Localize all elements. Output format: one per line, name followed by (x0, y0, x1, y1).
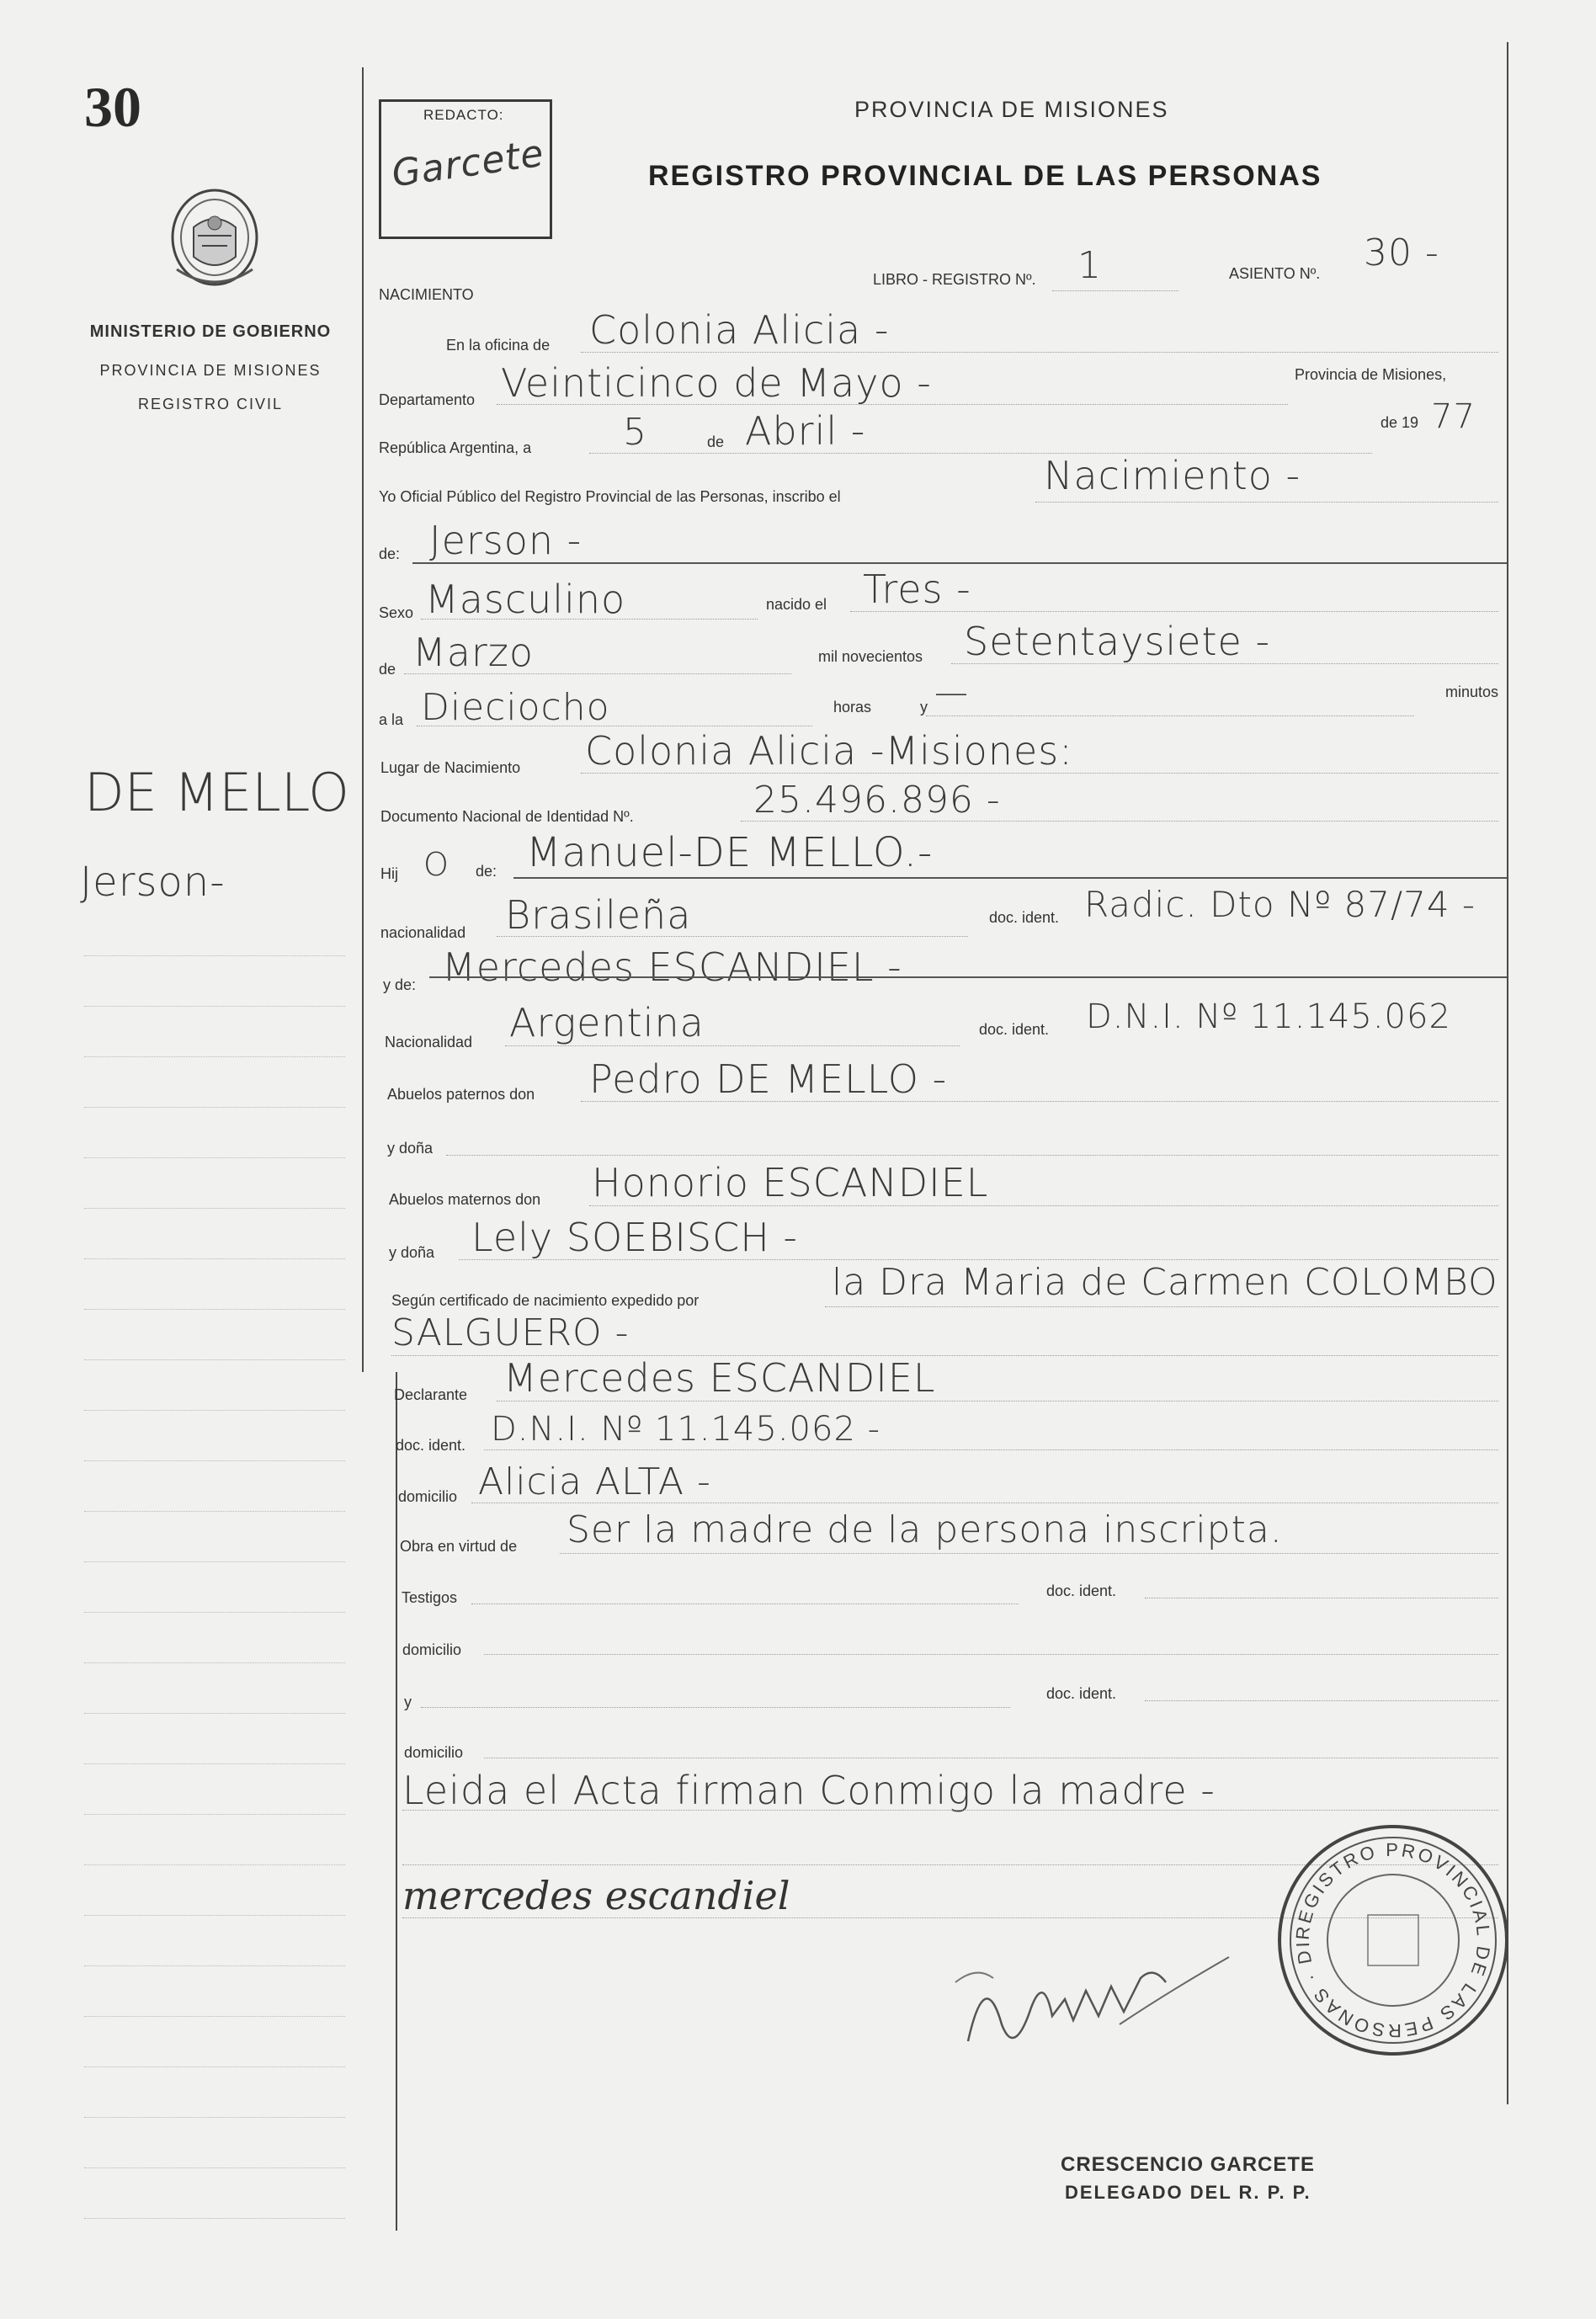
dia-value: 5 (623, 411, 647, 454)
stamp-text: REGISTRO PROVINCIAL DE LAS PERSONAS · DI (1291, 1838, 1495, 2042)
libro-line (1052, 290, 1178, 291)
margin-surname-note: DE MELLO (84, 762, 349, 823)
officer-name: CRESCENCIO GARCETE (1061, 2153, 1316, 2176)
nombre-line (412, 562, 1507, 564)
abuelos-mat-label: Abuelos maternos don (389, 1191, 541, 1208)
testigo2-y-label: y (404, 1694, 412, 1710)
abuela-mat-value: Lely SOEBISCH - (471, 1215, 799, 1260)
documento-value: 25.496.896 - (753, 779, 1001, 822)
padre-de-label: de: (476, 863, 497, 880)
nacido-line (850, 611, 1498, 612)
abuelos-pat-label: Abuelos paternos don (387, 1086, 535, 1103)
testigos-label: Testigos (402, 1589, 458, 1606)
mil-label: mil novecientos (818, 648, 923, 665)
a-la-label: a la (379, 711, 404, 728)
asiento-label: ASIENTO Nº. (1229, 265, 1321, 282)
abuelo-pat-value: Pedro DE MELLO - (589, 1056, 948, 1102)
official-round-stamp (1267, 1814, 1519, 2066)
mes-value: Abril - (745, 408, 866, 454)
padre-line (513, 877, 1507, 879)
doc-declarante-label: doc. ident. (396, 1437, 466, 1454)
inscribo-value: Nacimiento - (1044, 453, 1301, 498)
departamento-line (497, 404, 1288, 405)
margin-name-note: Jerson- (80, 859, 226, 906)
officer-title: DELEGADO DEL R. P. P. (1065, 2182, 1311, 2203)
minutos-line (926, 715, 1414, 716)
nac-madre-line (505, 1045, 960, 1046)
obra-line (560, 1553, 1498, 1554)
doc-declarante-line (484, 1449, 1498, 1450)
abuela-mat-label: y doña (389, 1244, 435, 1261)
certificado-value-2: SALGUERO - (391, 1311, 630, 1354)
testigo2-doc-line (1145, 1700, 1498, 1701)
certificado-label: Según certificado de nacimiento expedido por (391, 1292, 700, 1309)
redacto-signature: Garcete (389, 131, 547, 196)
doc-padre-label: doc. ident. (989, 909, 1060, 926)
oficial-text: Yo Oficial Público del Registro Provincial de las Personas, inscribo el (379, 488, 841, 505)
minutos-label: minutos (1445, 683, 1499, 700)
oficina-line (581, 352, 1498, 353)
mil-value: Setentaysiete - (964, 619, 1271, 664)
testigo-doc-label: doc. ident. (1046, 1582, 1117, 1599)
anio-label: de 19 (1381, 414, 1419, 431)
documento-label: Documento Nacional de Identidad Nº. (380, 808, 634, 825)
declarante-value: Mercedes ESCANDIEL (503, 1355, 936, 1401)
oficina-label: En la oficina de (446, 337, 551, 354)
nacido-mes-value: Marzo (412, 630, 535, 675)
nac-madre-label: Nacionalidad (385, 1034, 473, 1050)
sexo-line (421, 619, 758, 620)
departamento-label: Departamento (379, 391, 476, 408)
hijo-label: Hij (380, 865, 398, 882)
nacido-value: Tres - (863, 566, 971, 612)
firma-madre: mercedes escandiel (402, 1873, 790, 1918)
fecha-de-label: de (707, 433, 725, 450)
asiento-value: 30 - (1364, 231, 1439, 274)
libro-value: 1 (1077, 244, 1102, 287)
abuelo-pat-line (581, 1101, 1498, 1102)
doc-madre-label: doc. ident. (979, 1021, 1050, 1038)
officer-signature (951, 1932, 1254, 2066)
madre-line (429, 976, 1507, 978)
persona-de-label: de: (379, 545, 401, 562)
abuela-pat-label: y doña (387, 1140, 434, 1157)
coat-of-arms-emblem (156, 177, 274, 303)
lugar-value: Colonia Alicia -Misiones: (585, 728, 1073, 774)
madre-de-label: y de: (383, 976, 417, 993)
oficina-value: Colonia Alicia - (589, 307, 890, 353)
documento-line (741, 821, 1498, 822)
page-number: 30 (84, 75, 141, 139)
hora-value: Dieciocho (421, 686, 610, 729)
domicilio-value: Alicia ALTA - (478, 1460, 711, 1503)
header-province: PROVINCIA DE MISIONES (854, 97, 1169, 122)
hijo-value: O (423, 846, 450, 883)
testigo-domicilio-label: domicilio (402, 1641, 462, 1658)
abuelo-mat-line (589, 1205, 1498, 1206)
anio-value: 77 (1431, 397, 1476, 436)
departamento-value: Veinticinco de Mayo - (501, 360, 932, 406)
nac-padre-label: nacionalidad (380, 924, 466, 941)
padre-value: Manuel-DE MELLO.- (526, 829, 934, 876)
minutos-y-label: y (920, 699, 928, 715)
horas-label: horas (833, 699, 872, 715)
nac-padre-value: Brasileña (505, 892, 692, 938)
mil-line (951, 663, 1498, 664)
lugar-label: Lugar de Nacimiento (380, 759, 521, 776)
nacido-mes-line (404, 673, 791, 674)
testigo2-domicilio-label: domicilio (404, 1744, 464, 1761)
obra-label: Obra en virtud de (400, 1538, 518, 1555)
nacido-label: nacido el (766, 596, 827, 613)
minutos-value: — (934, 673, 969, 712)
lectura-line (402, 1810, 1498, 1811)
lectura-value: Leida el Acta firman Conmigo la madre - (402, 1768, 1216, 1813)
redacto-box (379, 99, 552, 239)
certificado-value: la Dra Maria de Carmen COLOMBO (832, 1261, 1498, 1304)
doc-madre-value: D.N.I. Nº 11.145.062 (1086, 997, 1451, 1036)
libro-label: LIBRO - REGISTRO Nº. (873, 271, 1036, 288)
declarante-line (497, 1401, 1498, 1402)
certificado-line (825, 1306, 1498, 1307)
nacido-mes-label: de (379, 661, 396, 678)
abuela-mat-line (459, 1259, 1498, 1260)
sexo-value: Masculino (425, 577, 626, 622)
acta-type-label: NACIMIENTO (379, 286, 474, 303)
lugar-line (581, 773, 1498, 774)
madre-value: Mercedes ESCANDIEL - (442, 944, 902, 990)
provincia-label: Provincia de Misiones, (1295, 366, 1447, 383)
ministry-office: REGISTRO CIVIL (137, 396, 284, 412)
sexo-label: Sexo (379, 604, 414, 621)
doc-declarante-value: D.N.I. Nº 11.145.062 - (491, 1410, 881, 1449)
redacto-label: REDACTO: (423, 107, 504, 123)
form-left-border (362, 67, 364, 1372)
ministry-province: PROVINCIA DE MISIONES (99, 362, 322, 379)
form-left-border-lower (396, 1372, 397, 2231)
ministry-name: MINISTERIO DE GOBIERNO (89, 322, 332, 341)
testigo2-line (421, 1707, 1010, 1708)
inscribo-line (1035, 502, 1498, 503)
testigo-domicilio-line (484, 1654, 1498, 1655)
declarante-label: Declarante (394, 1386, 468, 1403)
header-title: REGISTRO PROVINCIAL DE LAS PERSONAS (648, 160, 1322, 192)
nac-padre-line (497, 936, 968, 937)
abuela-pat-line (446, 1155, 1498, 1156)
testigo2-doc-label: doc. ident. (1046, 1685, 1117, 1702)
nombre-value: Jerson - (429, 518, 583, 563)
obra-value: Ser la madre de la persona inscripta. (567, 1508, 1283, 1551)
abuelo-mat-value: Honorio ESCANDIEL (592, 1160, 989, 1205)
form-right-border (1507, 42, 1508, 2104)
nac-madre-value: Argentina (509, 1000, 705, 1045)
doc-padre-value: Radic. Dto Nº 87/74 - (1084, 884, 1476, 925)
republica-label: República Argentina, a (379, 439, 532, 456)
domicilio-label: domicilio (398, 1488, 458, 1505)
